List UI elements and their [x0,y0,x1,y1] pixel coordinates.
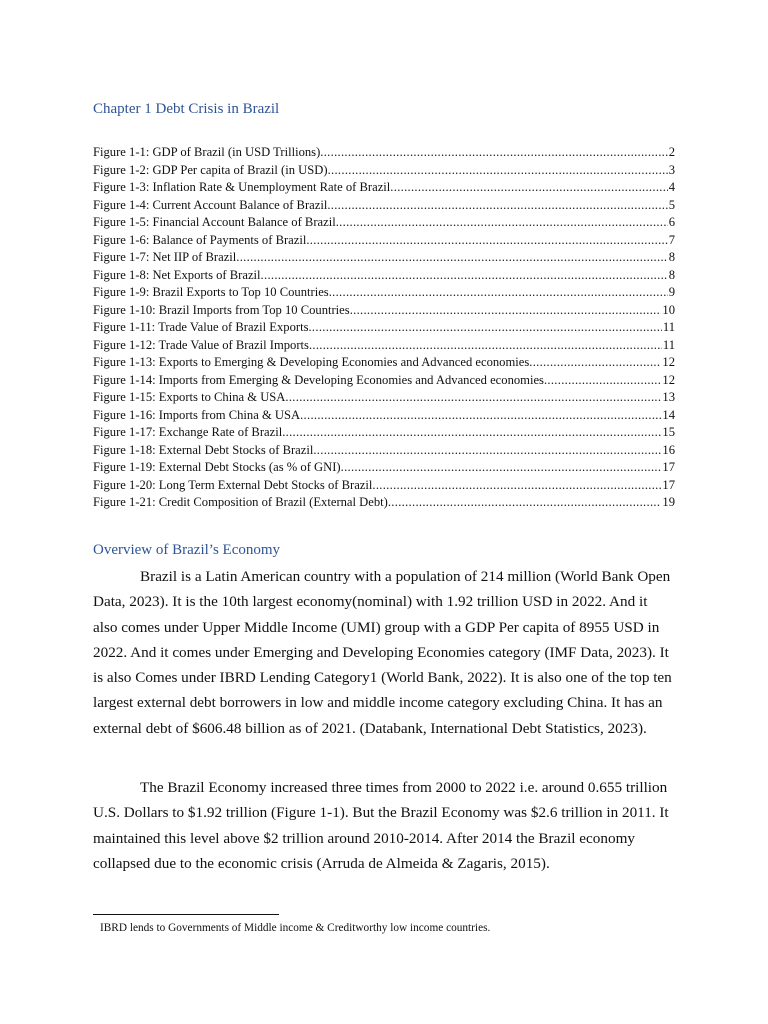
toc-leader-dots [390,179,667,197]
toc-entry-label: Figure 1-19: External Debt Stocks (as % of GNI) [93,460,341,474]
footnote: IBRD lends to Governments of Middle income & Creditworthy low income countries. [100,922,491,934]
toc-entry[interactable] [93,179,675,197]
toc-leader-dots [308,319,661,337]
toc-entry[interactable] [93,442,675,460]
toc-entry-label: Figure 1-3: Inflation Rate & Unemployment Rate of Brazil [93,180,391,194]
toc-entry-page: 12 [662,372,675,387]
toc-entry[interactable] [93,284,675,302]
toc-leader-dots [350,302,662,320]
toc-entry[interactable] [93,197,675,215]
toc-leader-dots [327,197,667,215]
toc-entry-label: Figure 1-9: Brazil Exports to Top 10 Countries [93,285,329,299]
toc-entry-label: Figure 1-12: Trade Value of Brazil Imports [93,337,309,352]
toc-entry-label: Figure 1-21: Credit Composition of Brazil (External Debt) [93,495,388,509]
toc-entry-page: 16 [662,442,675,457]
toc-entry-page: 11 [662,320,675,334]
toc-entry[interactable] [93,477,675,495]
toc-entry-page: 12 [662,355,675,369]
toc-entry-page: 14 [662,407,675,422]
toc-entry-label: Figure 1-14: Imports from Emerging & Developing Economies and Advanced economies [93,372,544,387]
toc-entry-page: 7 [668,232,675,247]
toc-entry[interactable] [93,249,675,267]
toc-entry-label: Figure 1-6: Balance of Payments of Brazil [93,232,307,247]
toc-entry-page: 6 [668,215,675,229]
toc-entry[interactable] [93,424,675,442]
toc-entry-label: Figure 1-20: Long Term External Debt Stocks of Brazil [93,477,373,492]
toc-entry-label: Figure 1-18: External Debt Stocks of Brazil [93,442,314,457]
toc-entry-page: 17 [662,477,675,492]
toc-entry-label: Figure 1-10: Brazil Imports from Top 10 Countries [93,302,350,317]
body-paragraph: Brazil is a Latin American country with a population of 214 million (World Bank Open Data, 2023). It is the 10th largest economy(nominal) with 1.92 trillion USD in 2022. And it also comes under Upper Middle Income (UMI) group with a GDP Per capita of 8955 USD in 2022. And it comes under Emerging and Developing Economies category (IMF Data, 2023). It is also Comes under IBRD Lending Category1 (World Bank, 2022). It is also one of the top ten largest external debt borrowers in low and middle income category excluding China. It has an external debt of $606.48 billion as of 2021. (Databank, International Debt Statistics, 2023). [93,568,672,737]
table-of-figures [93,144,675,512]
toc-entry-page: 9 [668,285,675,299]
toc-leader-dots [285,389,661,407]
toc-leader-dots [328,162,668,180]
toc-entry-label: Figure 1-15: Exports to China & USA [93,390,286,404]
toc-leader-dots [309,337,662,355]
toc-entry-page: 8 [668,250,675,264]
toc-leader-dots [236,249,667,267]
toc-leader-dots [388,494,662,512]
toc-entry-page: 5 [668,197,675,212]
toc-leader-dots [341,459,662,477]
toc-entry-label: Figure 1-4: Current Account Balance of Brazil [93,197,328,212]
toc-entry[interactable] [93,459,675,477]
chapter-title: Chapter 1 Debt Crisis in Brazil [93,101,280,117]
toc-entry[interactable] [93,389,675,407]
toc-entry[interactable] [93,144,675,162]
toc-entry-page: 4 [668,180,675,194]
toc-entry[interactable] [93,354,675,372]
toc-entry[interactable] [93,232,675,250]
toc-entry[interactable] [93,372,675,390]
toc-entry-page: 11 [662,337,675,352]
toc-entry-label: Figure 1-8: Net Exports of Brazil [93,267,261,282]
toc-leader-dots [529,354,661,372]
toc-entry-label: Figure 1-16: Imports from China & USA [93,407,301,422]
toc-entry[interactable] [93,407,675,425]
toc-entry-page: 15 [662,425,675,439]
toc-leader-dots [300,407,661,425]
toc-entry-label: Figure 1-5: Financial Account Balance of Brazil [93,215,336,229]
toc-entry-label: Figure 1-11: Trade Value of Brazil Exports [93,320,309,334]
footnote-separator [93,914,279,915]
toc-entry-page: 19 [662,495,675,509]
toc-entry-label: Figure 1-1: GDP of Brazil (in USD Trillions) [93,145,321,159]
toc-leader-dots [329,284,668,302]
toc-leader-dots [306,232,667,250]
toc-entry[interactable] [93,162,675,180]
toc-entry-label: Figure 1-17: Exchange Rate of Brazil [93,425,283,439]
toc-leader-dots [282,424,661,442]
toc-leader-dots [544,372,661,390]
toc-entry-label: Figure 1-2: GDP Per capita of Brazil (in USD) [93,162,328,177]
toc-entry-page: 3 [668,162,675,177]
toc-leader-dots [261,267,668,285]
section-heading: Overview of Brazil’s Economy [93,542,281,558]
toc-leader-dots [313,442,661,460]
toc-entry-page: 10 [662,302,675,317]
toc-leader-dots [320,144,667,162]
toc-entry[interactable] [93,494,675,512]
toc-leader-dots [372,477,661,495]
toc-entry-page: 2 [668,145,675,159]
toc-entry-page: 13 [662,390,675,404]
toc-entry[interactable] [93,302,675,320]
toc-entry[interactable] [93,214,675,232]
toc-entry[interactable] [93,319,675,337]
toc-leader-dots [336,214,668,232]
toc-entry[interactable] [93,267,675,285]
toc-entry-label: Figure 1-7: Net IIP of Brazil [93,250,237,264]
toc-entry-page: 17 [662,460,675,474]
toc-entry-page: 8 [668,267,675,282]
toc-entry[interactable] [93,337,675,355]
body-paragraph: The Brazil Economy increased three times from 2000 to 2022 i.e. around 0.655 trillion U.S. Dollars to $1.92 trillion (Figure 1-1). But the Brazil Economy was $2.6 trillion in 2011. It maintained this level above $2 trillion around 2010-2014. After 2014 the Brazil economy collapsed due to the economic crisis (Arruda de Almeida & Zagaris, 2015). [93,779,669,872]
toc-entry-label: Figure 1-13: Exports to Emerging & Developing Economies and Advanced economies [93,355,530,369]
